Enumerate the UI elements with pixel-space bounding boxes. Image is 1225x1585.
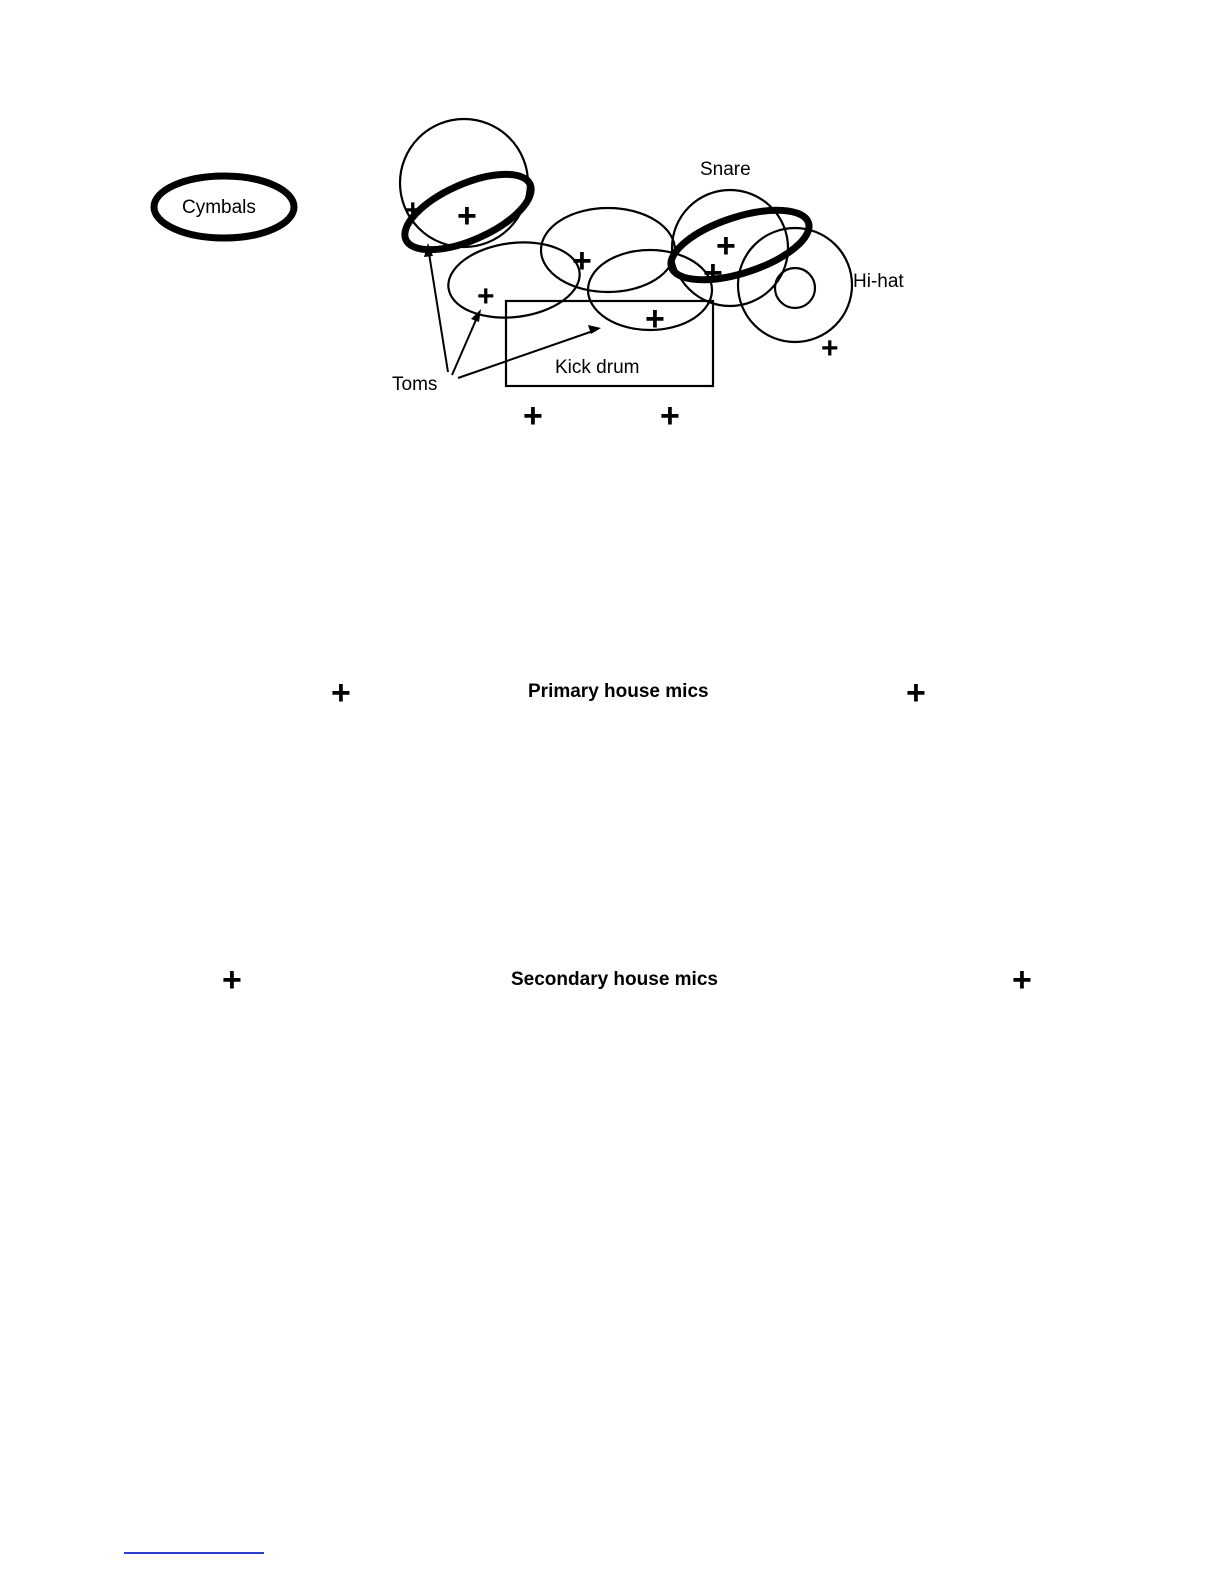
mic-secondary-house-left: + (222, 961, 242, 999)
mic-tom-left: + (477, 280, 495, 313)
label-primary-house-mics: Primary house mics (528, 681, 709, 702)
hihat-inner-circle (775, 268, 815, 308)
mic-cymbal-center: + (457, 197, 477, 235)
mic-tom-center: + (572, 242, 592, 280)
mic-kick-front-right: + (660, 397, 680, 435)
label-secondary-house-mics: Secondary house mics (511, 969, 718, 990)
label-snare: Snare (700, 159, 751, 180)
mic-hihat: + (821, 332, 839, 365)
footer-link-underline[interactable] (124, 1552, 264, 1554)
mic-snare-top: + (716, 227, 736, 265)
label-toms: Toms (392, 374, 438, 395)
mic-kick-inside: + (645, 300, 665, 338)
mic-primary-house-right: + (906, 674, 926, 712)
label-hihat: Hi-hat (853, 271, 904, 292)
leader-toms-upper (428, 247, 448, 372)
mic-snare-bottom: + (703, 254, 723, 292)
mic-kick-front-left: + (523, 397, 543, 435)
mic-cymbal-left: + (404, 194, 422, 227)
leader-toms-mid (452, 313, 479, 375)
mic-secondary-house-right: + (1012, 961, 1032, 999)
label-cymbals: Cymbals (182, 197, 256, 218)
mic-primary-house-left: + (331, 674, 351, 712)
label-kick-drum: Kick drum (555, 357, 640, 378)
